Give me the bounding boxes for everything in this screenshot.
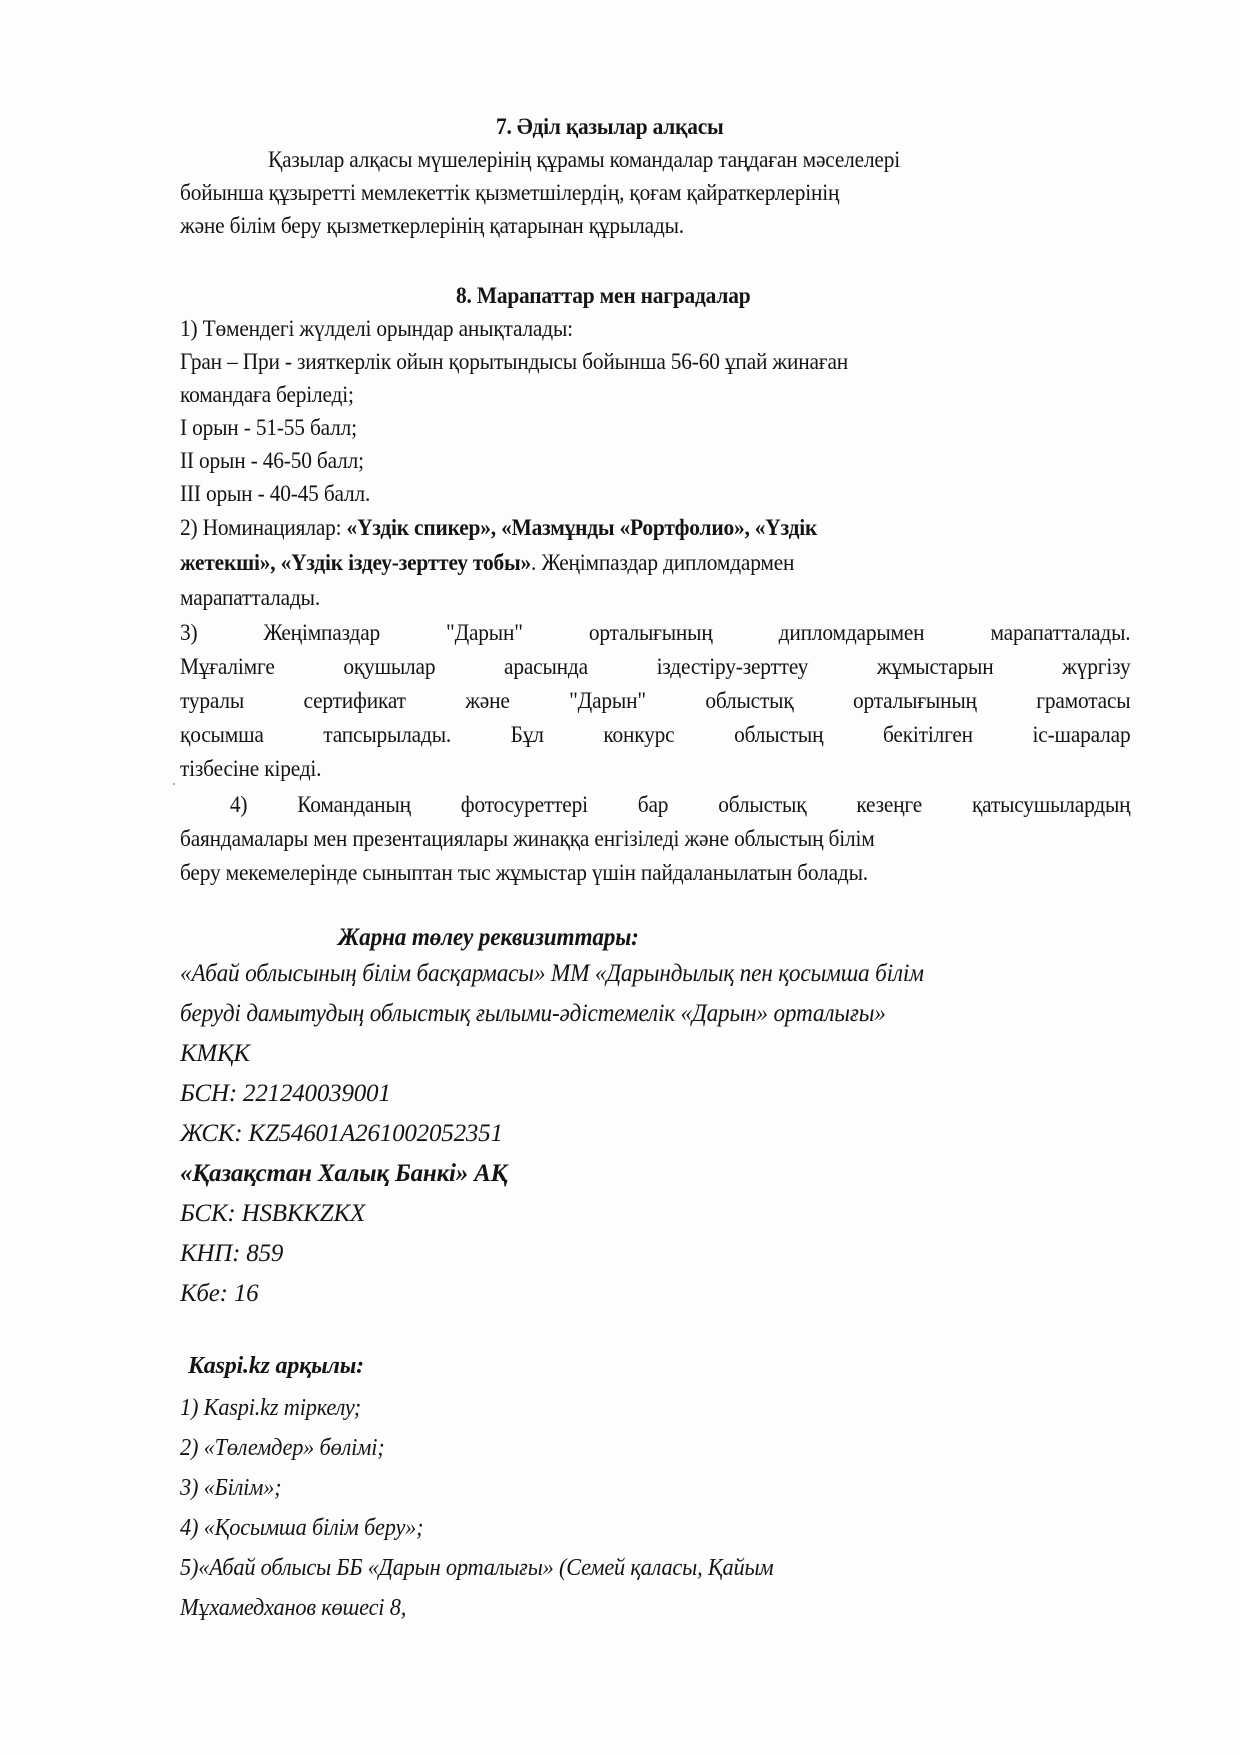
payment-knp: КНП: 859 <box>180 1240 284 1267</box>
item-3-text: 3) Жеңімпаздар "Дарын" орталығының дипломдарымен марапатталады. <box>180 620 1131 645</box>
payment-kbe: Кбе: 16 <box>180 1280 259 1307</box>
kaspi-step: 3) «Білім»; <box>180 1475 282 1501</box>
item-3-line <box>180 686 1130 716</box>
nominations-list: «Үздік спикер», «Мазмұнды «Рортфолио», «Үздік <box>346 515 818 540</box>
prize-places-intro: 1) Төмендегі жүлделі орындар анықталады: <box>180 316 573 341</box>
item-4-line: баяндамалары мен презентациялары жинаққа енгізіледі және облыстың білім <box>180 826 875 851</box>
kaspi-step: Мұхамедханов көшесі 8, <box>180 1595 407 1621</box>
scan-speck <box>173 783 175 785</box>
payment-org-type: КМҚК <box>180 1040 250 1067</box>
item-3-line <box>180 652 1130 682</box>
item-3-line: тізбесіне кіреді. <box>180 756 322 781</box>
item-3-text: қосымша тапсырылады. Бұл конкурс облыстың бекітілген іс-шаралар <box>180 722 1131 747</box>
nominations-list: жетекші», «Үздік іздеу-зерттеу тобы» <box>180 550 532 575</box>
kaspi-step: 5)«Абай облысы ББ «Дарын орталығы» (Семей қаласы, Қайым <box>180 1555 774 1581</box>
item-4-line <box>180 790 1130 820</box>
section-7-title: 7. Әділ қазылар алқасы <box>496 114 724 139</box>
kaspi-step: 2) «Төлемдер» бөлімі; <box>180 1435 385 1461</box>
nominations-line <box>180 548 794 578</box>
section-7-text-line: және білім беру қызметкерлерінің қатарынан құрылады. <box>180 213 684 238</box>
section-7-text-line: Қазылар алқасы мүшелерінің құрамы командалар таңдаған мәселелері <box>268 147 901 172</box>
section-7-text-line: бойынша құзыретті мемлекеттік қызметшілердің, қоғам қайраткерлерінің <box>180 180 840 205</box>
section-8-title: 8. Марапаттар мен наградалар <box>456 283 751 308</box>
payment-org-line: «Абай облысының білім басқармасы» ММ «Дарындылық пен қосымша білім <box>180 960 924 987</box>
kaspi-step: 1) Kaspi.kz тіркелу; <box>180 1395 361 1421</box>
payment-bank: «Қазақстан Халық Банкі» АҚ <box>180 1160 508 1187</box>
item-3-line <box>180 720 1130 750</box>
payment-bik: БСК: HSBKKZKX <box>180 1200 366 1227</box>
item-3-text: туралы сертификат және "Дарын" облыстық орталығының грамотасы <box>180 688 1131 713</box>
nominations-prefix: 2) Номинациялар: <box>180 515 347 540</box>
payment-iik: ЖСК: KZ54601A261002052351 <box>180 1120 503 1147</box>
kaspi-step: 4) «Қосымша білім беру»; <box>180 1515 424 1541</box>
grand-prix-line: командаға беріледі; <box>180 382 354 407</box>
grand-prix-line: Гран – При - зияткерлік ойын қорытындысы бойынша 56-60 ұпай жинаған <box>180 349 849 374</box>
payment-org-line: беруді дамытудың облыстық ғылыми-әдістемелік «Дарын» орталығы» <box>180 1000 886 1027</box>
payment-bin: БСН: 221240039001 <box>180 1080 391 1107</box>
nominations-line <box>180 513 817 543</box>
nominations-suffix: . Жеңімпаздар дипломдармен <box>531 550 795 575</box>
place-item: I орын - 51-55 балл; <box>180 415 357 440</box>
nominations-line: марапатталады. <box>180 585 320 610</box>
item-4-line: беру мекемелерінде сыныптан тыс жұмыстар үшін пайдаланылатын болады. <box>180 860 868 885</box>
payment-title: Жарна төлеу реквизиттары: <box>338 924 639 951</box>
kaspi-title: Kaspi.kz арқылы: <box>188 1353 364 1379</box>
item-4-text: 4) Команданың фотосуреттері бар облыстық кезеңге қатысушылардың <box>180 792 1131 817</box>
place-item: II орын - 46-50 балл; <box>180 448 364 473</box>
item-3-line <box>180 618 1130 648</box>
item-3-text: Мұғалімге оқушылар арасында іздестіру-зерттеу жұмыстарын жүргізу <box>180 654 1131 679</box>
place-item: III орын - 40-45 балл. <box>180 481 371 506</box>
